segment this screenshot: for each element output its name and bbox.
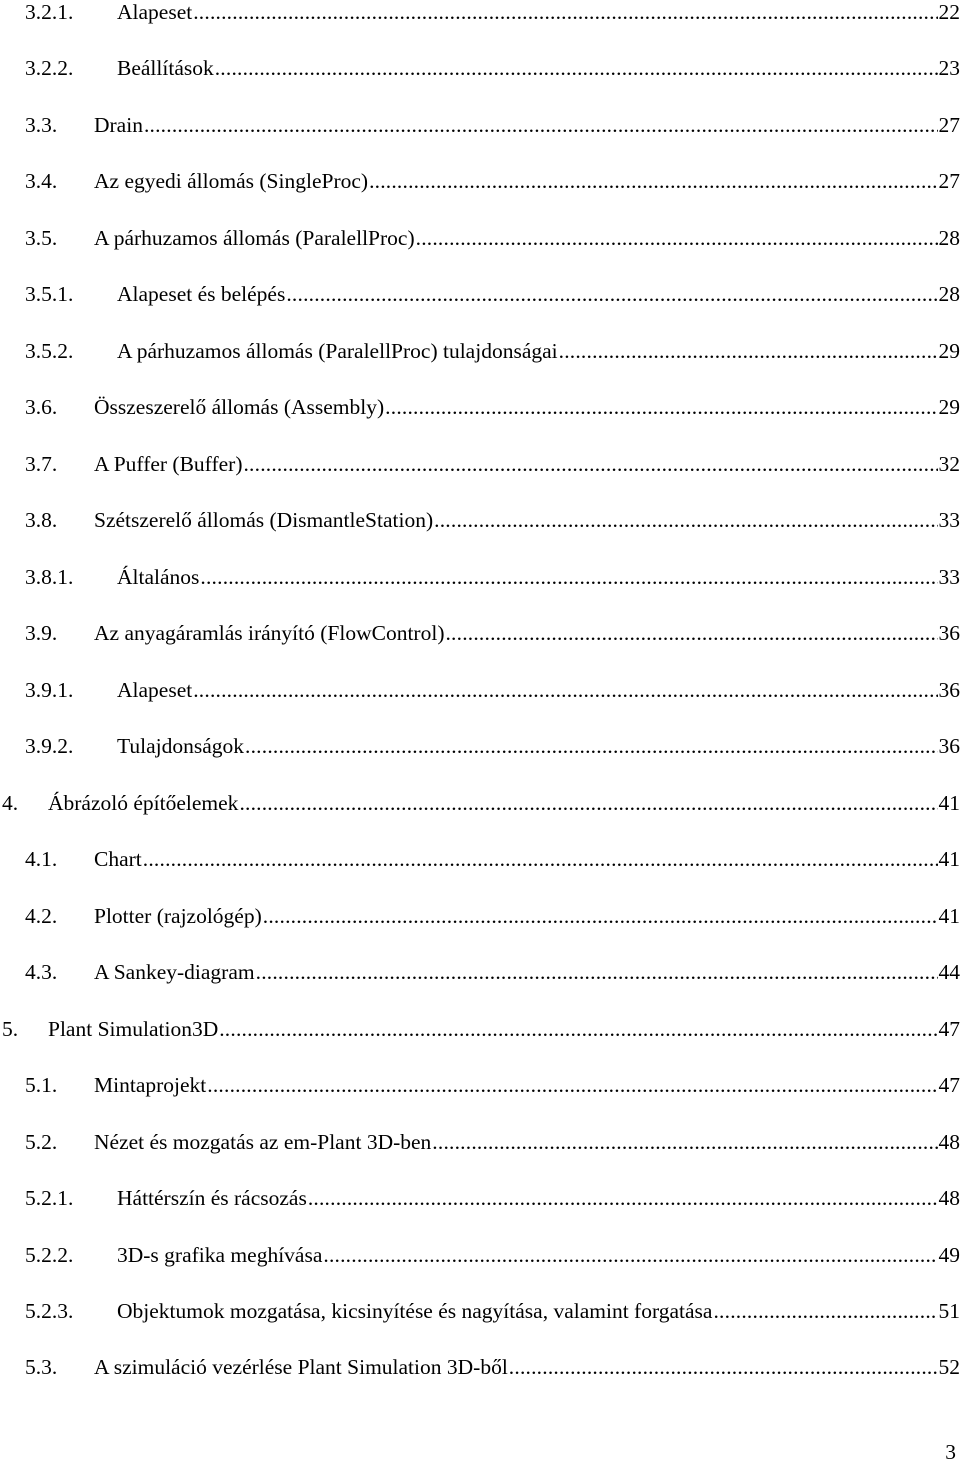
dot-leader	[207, 1069, 937, 1101]
entry-title: Objektumok mozgatása, kicsinyítése és nagyítása, valamint forgatása	[117, 1295, 713, 1327]
toc-entry[interactable]	[0, 504, 960, 536]
entry-number: 4.	[2, 787, 18, 819]
dot-leader	[263, 900, 938, 932]
entry-number: 5.2.	[25, 1126, 57, 1158]
entry-number: 5.2.3.	[25, 1295, 73, 1327]
dot-leader	[256, 956, 938, 988]
entry-number: 5.2.1.	[25, 1182, 73, 1214]
dot-leader	[369, 165, 937, 197]
dot-leader	[243, 448, 937, 480]
entry-title: A szimuláció vezérlése Plant Simulation 3D-ből	[94, 1351, 509, 1383]
entry-page-number: 32	[938, 448, 960, 480]
toc-entry[interactable]	[0, 0, 960, 28]
entry-title: Alapeset	[117, 0, 193, 28]
entry-page-number: 22	[938, 0, 960, 28]
entry-page-number: 36	[938, 674, 960, 706]
toc-entry[interactable]	[0, 843, 960, 875]
entry-title: Háttérszín és rácsozás	[117, 1182, 308, 1214]
entry-title: 3D-s grafika meghívása	[117, 1239, 323, 1271]
toc-entry[interactable]	[0, 448, 960, 480]
entry-page-number: 28	[938, 222, 960, 254]
dot-leader	[445, 617, 937, 649]
dot-leader	[245, 730, 937, 762]
dot-leader	[385, 391, 937, 423]
toc-entry[interactable]	[0, 1013, 960, 1045]
entry-page-number: 41	[938, 900, 960, 932]
entry-number: 5.3.	[25, 1351, 57, 1383]
entry-title: Plotter (rajzológép)	[94, 900, 263, 932]
entry-number: 3.5.2.	[25, 335, 73, 367]
toc-entry[interactable]	[0, 52, 960, 84]
entry-number: 3.9.1.	[25, 674, 73, 706]
entry-title: A Puffer (Buffer)	[94, 448, 243, 480]
entry-title: Nézet és mozgatás az em-Plant 3D-ben	[94, 1126, 432, 1158]
entry-page-number: 23	[938, 52, 960, 84]
toc-entry[interactable]	[0, 617, 960, 649]
toc-entry[interactable]	[0, 335, 960, 367]
dot-leader	[509, 1351, 938, 1383]
entry-number: 3.9.	[25, 617, 57, 649]
dot-leader	[713, 1295, 937, 1327]
toc-entry[interactable]	[0, 1239, 960, 1271]
entry-page-number: 33	[938, 561, 960, 593]
toc-entry[interactable]	[0, 391, 960, 423]
entry-number: 4.1.	[25, 843, 57, 875]
entry-title: A párhuzamos állomás (ParalellProc)	[94, 222, 416, 254]
entry-title: Chart	[94, 843, 143, 875]
entry-page-number: 49	[938, 1239, 960, 1271]
page-number: 3	[945, 1439, 956, 1465]
dot-leader	[308, 1182, 938, 1214]
entry-title: Beállítások	[117, 52, 215, 84]
entry-page-number: 41	[938, 787, 960, 819]
entry-number: 3.4.	[25, 165, 57, 197]
entry-number: 5.	[2, 1013, 18, 1045]
toc-entry[interactable]	[0, 1126, 960, 1158]
toc-entry[interactable]	[0, 278, 960, 310]
entry-number: 3.3.	[25, 109, 57, 141]
toc-entry[interactable]	[0, 1069, 960, 1101]
entry-number: 3.5.	[25, 222, 57, 254]
entry-title: Általános	[117, 561, 200, 593]
entry-page-number: 29	[938, 335, 960, 367]
entry-page-number: 47	[938, 1013, 960, 1045]
entry-title: Alapeset és belépés	[117, 278, 286, 310]
entry-page-number: 36	[938, 617, 960, 649]
entry-title: Tulajdonságok	[117, 730, 245, 762]
dot-leader	[193, 0, 937, 28]
entry-title: Plant Simulation3D	[48, 1013, 219, 1045]
entry-number: 5.2.2.	[25, 1239, 73, 1271]
entry-number: 3.8.1.	[25, 561, 73, 593]
dot-leader	[432, 1126, 937, 1158]
entry-page-number: 44	[938, 956, 960, 988]
entry-number: 3.9.2.	[25, 730, 73, 762]
dot-leader	[434, 504, 937, 536]
dot-leader	[144, 109, 938, 141]
toc-entry[interactable]	[0, 956, 960, 988]
entry-page-number: 27	[938, 165, 960, 197]
toc-entry[interactable]	[0, 222, 960, 254]
entry-page-number: 52	[938, 1351, 960, 1383]
toc-entry[interactable]	[0, 561, 960, 593]
dot-leader	[219, 1013, 937, 1045]
entry-title: Alapeset	[117, 674, 193, 706]
entry-number: 3.6.	[25, 391, 57, 423]
entry-title: Az egyedi állomás (SingleProc)	[94, 165, 369, 197]
entry-number: 3.8.	[25, 504, 57, 536]
entry-title: Az anyagáramlás irányító (FlowControl)	[94, 617, 445, 649]
entry-title: Összeszerelő állomás (Assembly)	[94, 391, 385, 423]
entry-page-number: 51	[938, 1295, 960, 1327]
entry-page-number: 48	[938, 1126, 960, 1158]
entry-page-number: 36	[938, 730, 960, 762]
entry-page-number: 29	[938, 391, 960, 423]
toc-entry[interactable]	[0, 900, 960, 932]
toc-entry[interactable]	[0, 1182, 960, 1214]
dot-leader	[416, 222, 938, 254]
dot-leader	[286, 278, 937, 310]
entry-page-number: 41	[938, 843, 960, 875]
dot-leader	[239, 787, 937, 819]
dot-leader	[193, 674, 937, 706]
entry-number: 5.1.	[25, 1069, 57, 1101]
toc-entry[interactable]	[0, 165, 960, 197]
entry-number: 3.5.1.	[25, 278, 73, 310]
dot-leader	[215, 52, 938, 84]
toc-entry[interactable]	[0, 787, 960, 819]
dot-leader	[559, 335, 938, 367]
dot-leader	[323, 1239, 937, 1271]
entry-number: 4.3.	[25, 956, 57, 988]
toc-entry[interactable]	[0, 109, 960, 141]
toc-entry[interactable]	[0, 1351, 960, 1383]
entry-page-number: 47	[938, 1069, 960, 1101]
dot-leader	[200, 561, 937, 593]
entry-page-number: 27	[938, 109, 960, 141]
dot-leader	[143, 843, 938, 875]
entry-title: A párhuzamos állomás (ParalellProc) tulajdonságai	[117, 335, 559, 367]
entry-number: 4.2.	[25, 900, 57, 932]
entry-number: 3.2.1.	[25, 0, 73, 28]
toc-entry[interactable]	[0, 1295, 960, 1327]
entry-number: 3.7.	[25, 448, 57, 480]
entry-title: Drain	[94, 109, 144, 141]
entry-number: 3.2.2.	[25, 52, 73, 84]
toc-entry[interactable]	[0, 674, 960, 706]
entry-title: Ábrázoló építőelemek	[48, 787, 239, 819]
entry-page-number: 48	[938, 1182, 960, 1214]
entry-title: Mintaprojekt	[94, 1069, 207, 1101]
entry-page-number: 28	[938, 278, 960, 310]
entry-title: Szétszerelő állomás (DismantleStation)	[94, 504, 434, 536]
toc-entry[interactable]	[0, 730, 960, 762]
entry-title: A Sankey-diagram	[94, 956, 256, 988]
entry-page-number: 33	[938, 504, 960, 536]
